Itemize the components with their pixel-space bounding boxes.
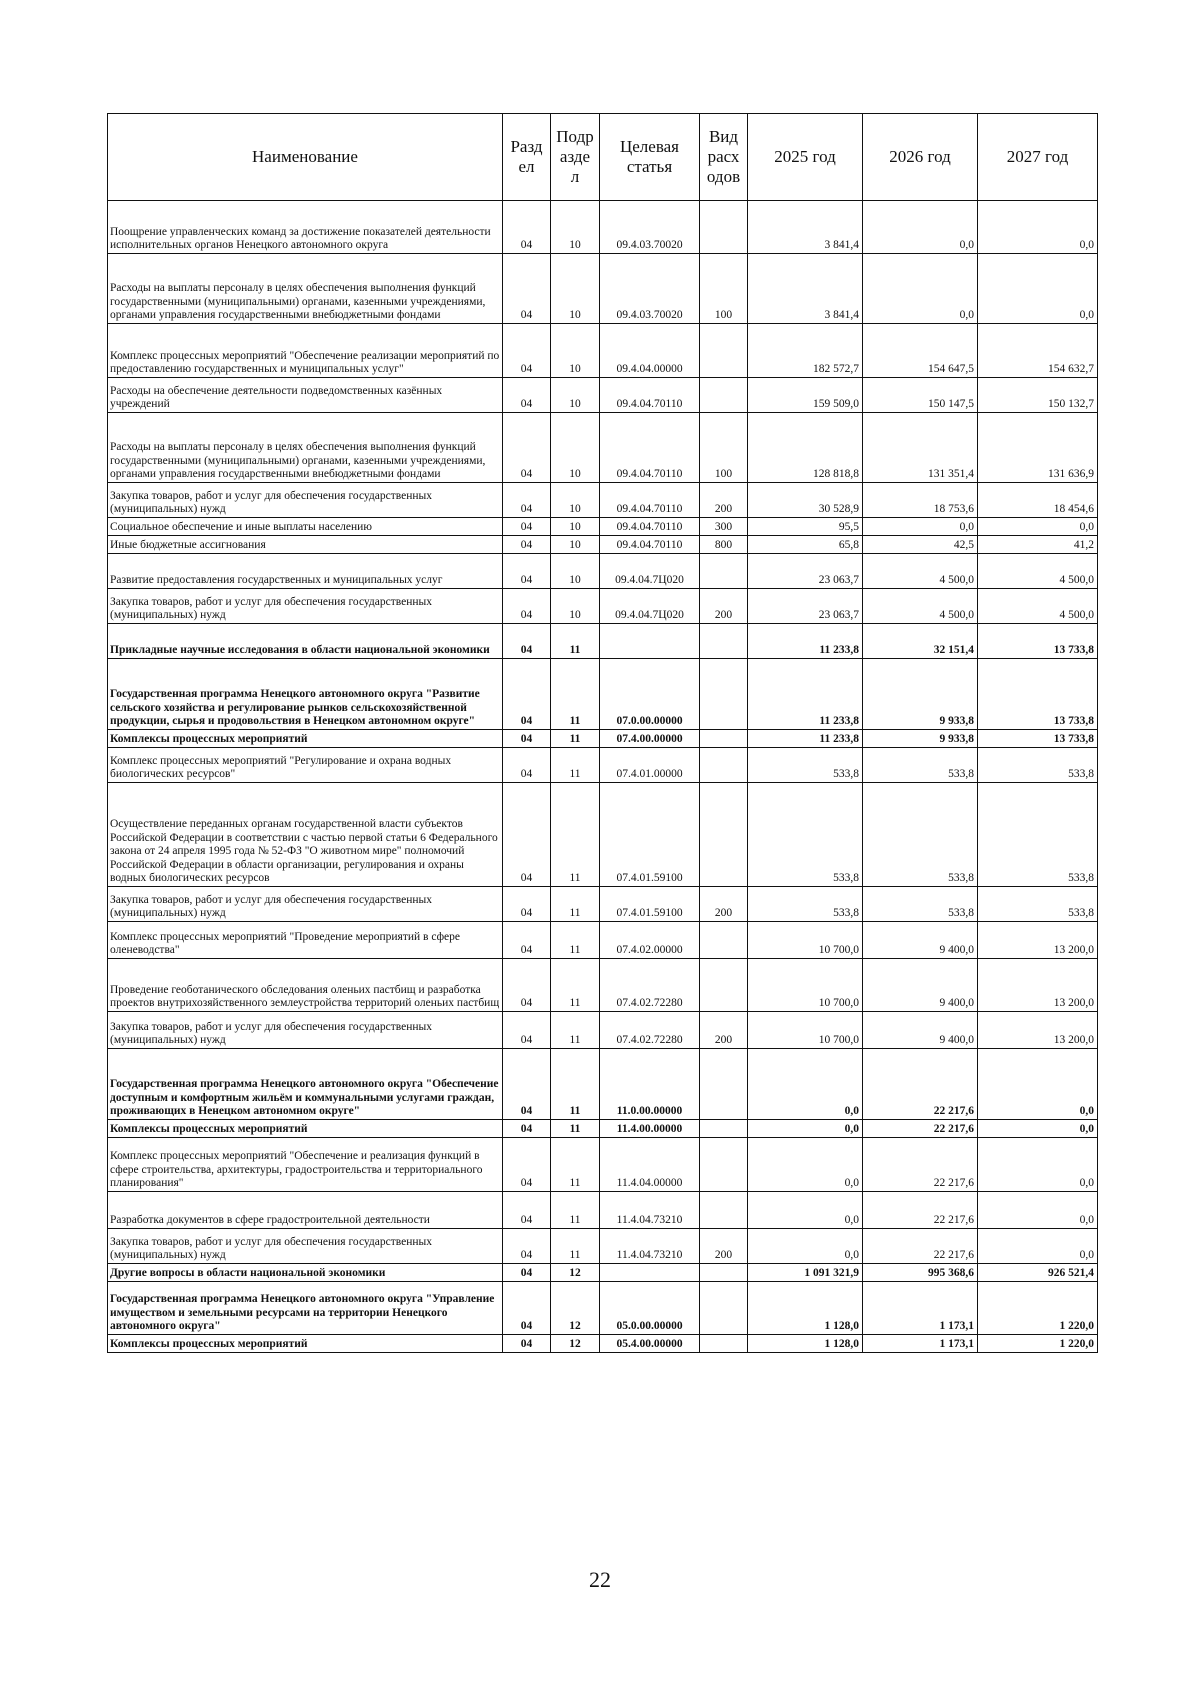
cell-2025: 11 233,8 — [748, 730, 863, 748]
cell-2026: 0,0 — [863, 518, 978, 536]
cell-vid — [700, 783, 748, 887]
cell-2026: 22 217,6 — [863, 1120, 978, 1138]
table-row — [108, 378, 1098, 413]
cell-target: 09.4.04.70110 — [600, 518, 700, 536]
cell-podrazdel: 10 — [551, 483, 600, 518]
table-row — [108, 1264, 1098, 1282]
cell-2026: 18 753,6 — [863, 483, 978, 518]
cell-name: Комплекс процессных мероприятий "Регулирование и охрана водных биологических ресурсов" — [108, 748, 503, 783]
cell-razdel: 04 — [503, 730, 551, 748]
cell-2025: 1 128,0 — [748, 1282, 863, 1335]
cell-2026: 0,0 — [863, 201, 978, 254]
header-target: Целевая статья — [600, 114, 700, 201]
cell-2025: 11 233,8 — [748, 624, 863, 659]
cell-razdel: 04 — [503, 378, 551, 413]
cell-podrazdel: 11 — [551, 959, 600, 1012]
cell-2026: 150 147,5 — [863, 378, 978, 413]
cell-2027: 926 521,4 — [978, 1264, 1098, 1282]
cell-podrazdel: 11 — [551, 1120, 600, 1138]
cell-name: Другие вопросы в области национальной экономики — [108, 1264, 503, 1282]
cell-name: Социальное обеспечение и иные выплаты населению — [108, 518, 503, 536]
cell-podrazdel: 11 — [551, 1192, 600, 1229]
cell-target: 09.4.03.70020 — [600, 254, 700, 324]
table-row — [108, 1138, 1098, 1192]
cell-podrazdel: 10 — [551, 324, 600, 378]
cell-vid — [700, 1192, 748, 1229]
cell-vid — [700, 730, 748, 748]
cell-2027: 0,0 — [978, 1120, 1098, 1138]
cell-target: 09.4.04.70110 — [600, 413, 700, 483]
cell-razdel: 04 — [503, 1049, 551, 1120]
cell-name: Закупка товаров, работ и услуг для обеспечения государственных (муниципальных) нужд — [108, 1012, 503, 1049]
cell-2027: 1 220,0 — [978, 1282, 1098, 1335]
cell-razdel: 04 — [503, 536, 551, 554]
cell-razdel: 04 — [503, 1120, 551, 1138]
cell-2027: 0,0 — [978, 1049, 1098, 1120]
cell-podrazdel: 11 — [551, 1049, 600, 1120]
cell-razdel: 04 — [503, 1138, 551, 1192]
cell-vid: 200 — [700, 887, 748, 922]
cell-target: 05.0.00.00000 — [600, 1282, 700, 1335]
cell-razdel: 04 — [503, 659, 551, 730]
cell-vid — [700, 659, 748, 730]
cell-razdel: 04 — [503, 518, 551, 536]
table-row — [108, 1120, 1098, 1138]
cell-name: Прикладные научные исследования в области национальной экономики — [108, 624, 503, 659]
cell-name: Расходы на выплаты персоналу в целях обеспечения выполнения функций государственными (муниципальными) органами, казенными учреждениями, органами управления государственными внебюджетными фондами — [108, 413, 503, 483]
cell-name: Закупка товаров, работ и услуг для обеспечения государственных (муниципальных) нужд — [108, 589, 503, 624]
cell-podrazdel: 10 — [551, 554, 600, 589]
cell-2026: 9 933,8 — [863, 659, 978, 730]
cell-name: Государственная программа Ненецкого автономного округа "Развитие сельского хозяйства и регулирование рынков сельскохозяйственной продукции, сырья и продовольствия в Ненецком автономном округе" — [108, 659, 503, 730]
cell-2026: 1 173,1 — [863, 1282, 978, 1335]
table-row — [108, 1012, 1098, 1049]
cell-2025: 533,8 — [748, 783, 863, 887]
cell-2026: 533,8 — [863, 887, 978, 922]
cell-2025: 182 572,7 — [748, 324, 863, 378]
cell-vid: 200 — [700, 1012, 748, 1049]
cell-2026: 9 400,0 — [863, 1012, 978, 1049]
cell-name: Осуществление переданных органам государственной власти субъектов Российской Федерации в соответствии с частью первой статьи 6 Федерального закона от 24 апреля 1995 года № 52-ФЗ "О животном мире" полномочий Российской Федерации в области организации, регулирования и охраны водных биологических ресурсов — [108, 783, 503, 887]
cell-2025: 1 091 321,9 — [748, 1264, 863, 1282]
table-row — [108, 959, 1098, 1012]
cell-2026: 42,5 — [863, 536, 978, 554]
cell-target: 07.4.01.00000 — [600, 748, 700, 783]
cell-vid: 100 — [700, 254, 748, 324]
table-row — [108, 589, 1098, 624]
cell-2026: 533,8 — [863, 748, 978, 783]
cell-2026: 995 368,6 — [863, 1264, 978, 1282]
cell-razdel: 04 — [503, 1229, 551, 1264]
page-number: 22 — [589, 1567, 611, 1592]
cell-name: Поощрение управленческих команд за достижение показателей деятельности исполнительных органов Ненецкого автономного округа — [108, 201, 503, 254]
cell-target: 11.4.00.00000 — [600, 1120, 700, 1138]
cell-2026: 1 173,1 — [863, 1335, 978, 1353]
cell-2025: 10 700,0 — [748, 959, 863, 1012]
cell-vid — [700, 1335, 748, 1353]
cell-2027: 4 500,0 — [978, 589, 1098, 624]
cell-name: Комплекс процессных мероприятий "Обеспечение реализации мероприятий по предоставлению государственных и муниципальных услуг" — [108, 324, 503, 378]
cell-2025: 0,0 — [748, 1049, 863, 1120]
cell-target: 11.4.04.00000 — [600, 1138, 700, 1192]
cell-vid — [700, 1264, 748, 1282]
cell-target: 07.4.02.00000 — [600, 922, 700, 959]
cell-podrazdel: 10 — [551, 413, 600, 483]
cell-target: 07.4.01.59100 — [600, 887, 700, 922]
cell-2026: 4 500,0 — [863, 589, 978, 624]
cell-target: 11.4.04.73210 — [600, 1192, 700, 1229]
cell-2025: 0,0 — [748, 1138, 863, 1192]
cell-2026: 9 400,0 — [863, 959, 978, 1012]
cell-podrazdel: 11 — [551, 659, 600, 730]
cell-2026: 32 151,4 — [863, 624, 978, 659]
cell-2027: 0,0 — [978, 1229, 1098, 1264]
cell-2025: 0,0 — [748, 1229, 863, 1264]
cell-razdel: 04 — [503, 624, 551, 659]
cell-vid — [700, 324, 748, 378]
cell-podrazdel: 10 — [551, 201, 600, 254]
table-row — [108, 324, 1098, 378]
cell-2026: 4 500,0 — [863, 554, 978, 589]
cell-vid — [700, 1138, 748, 1192]
table-row — [108, 659, 1098, 730]
cell-podrazdel: 11 — [551, 624, 600, 659]
cell-name: Комплексы процессных мероприятий — [108, 1335, 503, 1353]
cell-podrazdel: 11 — [551, 783, 600, 887]
cell-podrazdel: 10 — [551, 518, 600, 536]
cell-2025: 23 063,7 — [748, 554, 863, 589]
cell-name: Разработка документов в сфере градостроительной деятельности — [108, 1192, 503, 1229]
table-body — [108, 201, 1098, 1353]
cell-2027: 533,8 — [978, 887, 1098, 922]
cell-razdel: 04 — [503, 483, 551, 518]
cell-vid: 300 — [700, 518, 748, 536]
cell-target: 09.4.04.70110 — [600, 378, 700, 413]
cell-podrazdel: 10 — [551, 378, 600, 413]
cell-2026: 0,0 — [863, 254, 978, 324]
cell-2026: 154 647,5 — [863, 324, 978, 378]
cell-2027: 1 220,0 — [978, 1335, 1098, 1353]
table-row — [108, 518, 1098, 536]
cell-vid — [700, 1120, 748, 1138]
cell-2027: 131 636,9 — [978, 413, 1098, 483]
cell-name: Проведение геоботанического обследования оленьих пастбищ и разработка проектов внутрихозяйственного землеустройства территорий оленьих пастбищ — [108, 959, 503, 1012]
table-row — [108, 783, 1098, 887]
cell-2027: 0,0 — [978, 254, 1098, 324]
cell-vid: 200 — [700, 1229, 748, 1264]
cell-razdel: 04 — [503, 1335, 551, 1353]
table-row — [108, 483, 1098, 518]
cell-2027: 13 733,8 — [978, 659, 1098, 730]
cell-vid: 800 — [700, 536, 748, 554]
cell-2027: 4 500,0 — [978, 554, 1098, 589]
cell-podrazdel: 12 — [551, 1264, 600, 1282]
cell-podrazdel: 11 — [551, 887, 600, 922]
cell-2025: 533,8 — [748, 748, 863, 783]
cell-2026: 22 217,6 — [863, 1138, 978, 1192]
cell-2025: 10 700,0 — [748, 1012, 863, 1049]
cell-2025: 159 509,0 — [748, 378, 863, 413]
cell-2026: 9 400,0 — [863, 922, 978, 959]
cell-name: Закупка товаров, работ и услуг для обеспечения государственных (муниципальных) нужд — [108, 1229, 503, 1264]
cell-podrazdel: 11 — [551, 1012, 600, 1049]
cell-2027: 0,0 — [978, 201, 1098, 254]
cell-razdel: 04 — [503, 1012, 551, 1049]
cell-razdel: 04 — [503, 959, 551, 1012]
cell-2025: 11 233,8 — [748, 659, 863, 730]
cell-name: Комплекс процессных мероприятий "Обеспечение и реализация функций в сфере строительства, архитектуры, градостроительства и территориального планирования" — [108, 1138, 503, 1192]
budget-table — [107, 113, 1098, 1353]
cell-razdel: 04 — [503, 922, 551, 959]
table-row — [108, 1335, 1098, 1353]
table-row — [108, 1192, 1098, 1229]
cell-podrazdel: 10 — [551, 589, 600, 624]
cell-razdel: 04 — [503, 783, 551, 887]
cell-vid: 200 — [700, 589, 748, 624]
cell-2027: 533,8 — [978, 748, 1098, 783]
cell-target: 09.4.04.00000 — [600, 324, 700, 378]
cell-name: Закупка товаров, работ и услуг для обеспечения государственных (муниципальных) нужд — [108, 887, 503, 922]
cell-podrazdel: 11 — [551, 1229, 600, 1264]
cell-razdel: 04 — [503, 201, 551, 254]
cell-podrazdel: 11 — [551, 748, 600, 783]
cell-2027: 0,0 — [978, 518, 1098, 536]
cell-2026: 22 217,6 — [863, 1229, 978, 1264]
cell-target — [600, 1264, 700, 1282]
cell-2025: 1 128,0 — [748, 1335, 863, 1353]
cell-vid — [700, 554, 748, 589]
cell-razdel: 04 — [503, 887, 551, 922]
cell-2027: 13 200,0 — [978, 1012, 1098, 1049]
cell-target: 09.4.04.70110 — [600, 536, 700, 554]
cell-2025: 128 818,8 — [748, 413, 863, 483]
cell-name: Иные бюджетные ассигнования — [108, 536, 503, 554]
cell-2027: 533,8 — [978, 783, 1098, 887]
cell-podrazdel: 11 — [551, 922, 600, 959]
cell-2025: 23 063,7 — [748, 589, 863, 624]
cell-2027: 18 454,6 — [978, 483, 1098, 518]
cell-target: 05.4.00.00000 — [600, 1335, 700, 1353]
cell-target: 11.0.00.00000 — [600, 1049, 700, 1120]
cell-2027: 0,0 — [978, 1192, 1098, 1229]
cell-2026: 22 217,6 — [863, 1049, 978, 1120]
cell-razdel: 04 — [503, 554, 551, 589]
table-row — [108, 1282, 1098, 1335]
cell-name: Комплексы процессных мероприятий — [108, 1120, 503, 1138]
cell-vid — [700, 1282, 748, 1335]
header-vid: Вид расх одов — [700, 114, 748, 201]
cell-razdel: 04 — [503, 1192, 551, 1229]
cell-2027: 150 132,7 — [978, 378, 1098, 413]
cell-2027: 13 200,0 — [978, 922, 1098, 959]
cell-2026: 131 351,4 — [863, 413, 978, 483]
cell-vid: 200 — [700, 483, 748, 518]
header-name: Наименование — [108, 114, 503, 201]
header-2025: 2025 год — [748, 114, 863, 201]
cell-2027: 13 200,0 — [978, 959, 1098, 1012]
cell-target: 09.4.04.70110 — [600, 483, 700, 518]
cell-target: 07.4.02.72280 — [600, 959, 700, 1012]
cell-podrazdel: 12 — [551, 1335, 600, 1353]
cell-2026: 22 217,6 — [863, 1192, 978, 1229]
cell-target: 09.4.04.7Ц020 — [600, 554, 700, 589]
cell-name: Комплекс процессных мероприятий "Проведение мероприятий в сфере оленеводства" — [108, 922, 503, 959]
cell-name: Государственная программа Ненецкого автономного округа "Управление имуществом и земельными ресурсами на территории Ненецкого автономного округа" — [108, 1282, 503, 1335]
table-row — [108, 536, 1098, 554]
cell-vid — [700, 624, 748, 659]
cell-2027: 0,0 — [978, 1138, 1098, 1192]
table-row — [108, 922, 1098, 959]
cell-2025: 533,8 — [748, 887, 863, 922]
cell-2027: 13 733,8 — [978, 730, 1098, 748]
cell-razdel: 04 — [503, 748, 551, 783]
cell-2027: 13 733,8 — [978, 624, 1098, 659]
cell-name: Государственная программа Ненецкого автономного округа "Обеспечение доступным и комфортным жильём и коммунальными услугами граждан, проживающих в Ненецком автономном округе" — [108, 1049, 503, 1120]
cell-2025: 3 841,4 — [748, 254, 863, 324]
cell-target: 09.4.04.7Ц020 — [600, 589, 700, 624]
table-row — [108, 730, 1098, 748]
cell-target — [600, 624, 700, 659]
cell-name: Закупка товаров, работ и услуг для обеспечения государственных (муниципальных) нужд — [108, 483, 503, 518]
table-row — [108, 887, 1098, 922]
table-row — [108, 1229, 1098, 1264]
cell-target: 07.0.00.00000 — [600, 659, 700, 730]
cell-podrazdel: 11 — [551, 730, 600, 748]
cell-vid — [700, 1049, 748, 1120]
cell-podrazdel: 10 — [551, 254, 600, 324]
cell-razdel: 04 — [503, 1264, 551, 1282]
header-podrazdel: Подр азде л — [551, 114, 600, 201]
cell-razdel: 04 — [503, 413, 551, 483]
cell-podrazdel: 12 — [551, 1282, 600, 1335]
cell-target: 07.4.01.59100 — [600, 783, 700, 887]
cell-2025: 0,0 — [748, 1120, 863, 1138]
cell-2025: 0,0 — [748, 1192, 863, 1229]
cell-vid — [700, 959, 748, 1012]
cell-target: 09.4.03.70020 — [600, 201, 700, 254]
table-row — [108, 624, 1098, 659]
cell-2026: 9 933,8 — [863, 730, 978, 748]
cell-vid — [700, 201, 748, 254]
table-row — [108, 748, 1098, 783]
cell-2027: 41,2 — [978, 536, 1098, 554]
cell-target: 07.4.02.72280 — [600, 1012, 700, 1049]
cell-razdel: 04 — [503, 254, 551, 324]
cell-podrazdel: 10 — [551, 536, 600, 554]
cell-razdel: 04 — [503, 1282, 551, 1335]
cell-vid: 100 — [700, 413, 748, 483]
cell-2025: 65,8 — [748, 536, 863, 554]
cell-vid — [700, 748, 748, 783]
cell-podrazdel: 11 — [551, 1138, 600, 1192]
cell-name: Комплексы процессных мероприятий — [108, 730, 503, 748]
cell-razdel: 04 — [503, 589, 551, 624]
header-2027: 2027 год — [978, 114, 1098, 201]
cell-name: Расходы на обеспечение деятельности подведомственных казённых учреждений — [108, 378, 503, 413]
table-row — [108, 554, 1098, 589]
cell-name: Развитие предоставления государственных и муниципальных услуг — [108, 554, 503, 589]
cell-razdel: 04 — [503, 324, 551, 378]
header-2026: 2026 год — [863, 114, 978, 201]
cell-2025: 95,5 — [748, 518, 863, 536]
cell-2025: 30 528,9 — [748, 483, 863, 518]
cell-2025: 3 841,4 — [748, 201, 863, 254]
header-razdel: Разд ел — [503, 114, 551, 201]
cell-2027: 154 632,7 — [978, 324, 1098, 378]
cell-name: Расходы на выплаты персоналу в целях обеспечения выполнения функций государственными (муниципальными) органами, казенными учреждениями, органами управления государственными внебюджетными фондами — [108, 254, 503, 324]
cell-target: 11.4.04.73210 — [600, 1229, 700, 1264]
cell-vid — [700, 378, 748, 413]
table-row — [108, 201, 1098, 254]
cell-target: 07.4.00.00000 — [600, 730, 700, 748]
cell-2026: 533,8 — [863, 783, 978, 887]
table-row — [108, 254, 1098, 324]
cell-vid — [700, 922, 748, 959]
table-row — [108, 413, 1098, 483]
table-row — [108, 1049, 1098, 1120]
table-header-row — [108, 114, 1098, 201]
cell-2025: 10 700,0 — [748, 922, 863, 959]
